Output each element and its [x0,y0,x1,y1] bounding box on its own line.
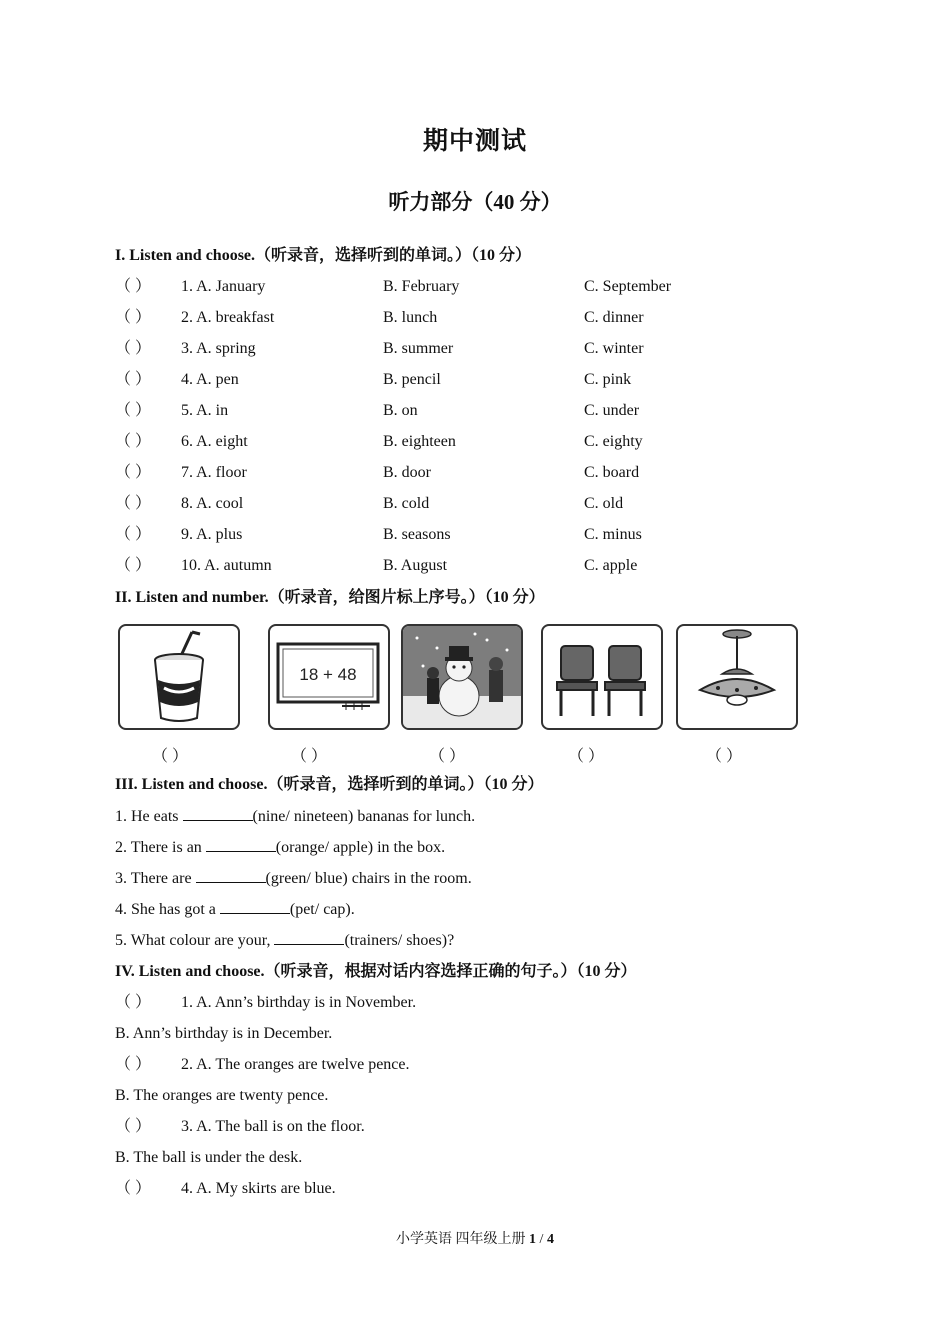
option-a: 10. A. autumn [181,557,272,574]
s1-row-2 [115,308,644,328]
s4-item-1-a [115,993,417,1013]
answer-paren: （ ） [115,340,152,357]
option-c: C. minus [584,526,642,543]
chairs-picture [541,624,663,730]
sentence-start: 4. She has got a [115,901,220,918]
sentence-end: (green/ blue) chairs in the room. [265,870,472,887]
answer-paren: （ ） [115,1180,152,1197]
s4-item-3-a [115,1117,365,1137]
option-a: 3. A. The ball is on the floor. [181,1118,365,1135]
answer-paren: （ ） [115,557,152,574]
option-a: 6. A. eight [181,433,248,450]
page-total: 4 [546,1232,554,1247]
answer-paren: （ ） [115,1056,152,1073]
s1-row-3 [115,339,644,359]
option-a: 2. A. breakfast [181,309,275,326]
page-subtitle: 听力部分（40 分） [388,190,562,214]
option-a: 8. A. cool [181,495,244,512]
answer-paren: （ ） [115,994,152,1011]
picture-paren-2: （ ） [291,748,328,765]
section3-heading: III. Listen and choose.（听录音，选择听到的单词。）（10 分） [115,776,544,793]
option-a: 4. A. My skirts are blue. [181,1180,336,1197]
option-b: B. eighteen [383,433,456,450]
section4-heading: IV. Listen and choose.（听录音，根据对话内容选择正确的句子。）（10 分） [115,963,637,980]
option-c: C. apple [584,557,638,574]
sentence-end: (pet/ cap). [289,901,355,918]
option-b: B. February [383,278,460,295]
s1-row-8 [115,494,624,514]
picture-paren-4: （ ） [568,748,605,765]
section1-heading: I. Listen and choose.（听录音，选择听到的单词。）（10 分） [115,247,532,264]
s1-row-6 [115,432,643,452]
board-text: 18 + 48 [299,665,357,684]
option-c: C. under [584,402,640,419]
option-b: B. door [383,464,431,481]
option-a: 1. A. January [181,278,266,295]
option-a: 3. A. spring [181,340,256,357]
answer-blank [220,899,290,914]
s1-row-9 [115,525,642,545]
answer-blank [196,868,266,883]
option-b: B. lunch [383,309,438,326]
answer-paren: （ ） [115,433,152,450]
option-b: B. seasons [383,526,451,543]
answer-paren: （ ） [115,526,152,543]
answer-paren: （ ） [115,371,152,388]
s1-row-7 [115,463,640,483]
cola-cup-icon [120,626,238,728]
answer-blank [274,930,344,945]
answer-blank [206,837,276,852]
footer-text: 小学英语 四年级上册 [396,1232,526,1247]
s4-item-2-b: B. The oranges are twenty pence. [115,1087,329,1104]
option-b: B. summer [383,340,454,357]
sentence-start: 3. There are [115,870,196,887]
lamp-picture [676,624,798,730]
option-c: C. September [584,278,672,295]
section2-heading: II. Listen and number.（听录音，给图片标上序号。）（10 分） [115,589,545,606]
snowman-icon [403,626,521,728]
s1-row-10 [115,556,638,576]
option-a: 2. A. The oranges are twelve pence. [181,1056,410,1073]
option-a: 4. A. pen [181,371,239,388]
chairs-icon [543,626,661,728]
page-number: 1 [529,1232,537,1247]
s1-row-5 [115,401,640,421]
s4-item-3-b: B. The ball is under the desk. [115,1149,303,1166]
cola-cup-picture [118,624,240,730]
sentence-end: (trainers/ shoes)? [344,932,455,949]
picture-paren-1: （ ） [152,748,189,765]
s3-item-3 [115,868,472,889]
sentence-start: 5. What colour are your, [115,932,275,949]
sentence-end: (nine/ nineteen) bananas for lunch. [252,808,476,825]
s4-item-4-a [115,1179,336,1199]
snowman-picture [401,624,523,730]
option-c: C. winter [584,340,644,357]
option-c: C. board [584,464,640,481]
page-title: 期中测试 [422,128,527,155]
option-a: 7. A. floor [181,464,247,481]
option-b: B. August [383,557,448,574]
s3-item-4 [115,899,355,920]
answer-paren: （ ） [115,309,152,326]
option-c: C. eighty [584,433,643,450]
picture-paren-3: （ ） [429,748,466,765]
sentence-start: 2. There is an [115,839,206,856]
option-a: 9. A. plus [181,526,243,543]
s3-item-1 [115,806,475,827]
blackboard-picture [268,624,390,730]
option-a: 1. A. Ann’s birthday is in November. [181,994,417,1011]
option-c: C. pink [584,371,632,388]
s1-row-4 [115,370,632,390]
page-footer [0,1228,950,1248]
option-b: B. on [383,402,418,419]
sentence-end: (orange/ apple) in the box. [275,839,446,856]
s4-item-1-b: B. Ann’s birthday is in December. [115,1025,333,1042]
ceiling-lamp-icon [678,626,796,728]
answer-paren: （ ） [115,495,152,512]
picture-row [118,624,798,730]
option-b: B. cold [383,495,430,512]
answer-blank [183,806,253,821]
answer-paren: （ ） [115,402,152,419]
answer-paren: （ ） [115,1118,152,1135]
picture-paren-5: （ ） [706,748,743,765]
option-a: 5. A. in [181,402,229,419]
s3-item-5 [115,930,454,951]
option-c: C. dinner [584,309,644,326]
answer-paren: （ ） [115,464,152,481]
answer-paren: （ ） [115,278,152,295]
blackboard-icon [270,626,388,728]
s3-item-2 [115,837,445,858]
option-c: C. old [584,495,624,512]
s4-item-2-a [115,1055,410,1075]
page-separator: / [539,1232,544,1247]
sentence-start: 1. He eats [115,808,183,825]
s1-row-1 [115,277,672,297]
option-b: B. pencil [383,371,441,388]
